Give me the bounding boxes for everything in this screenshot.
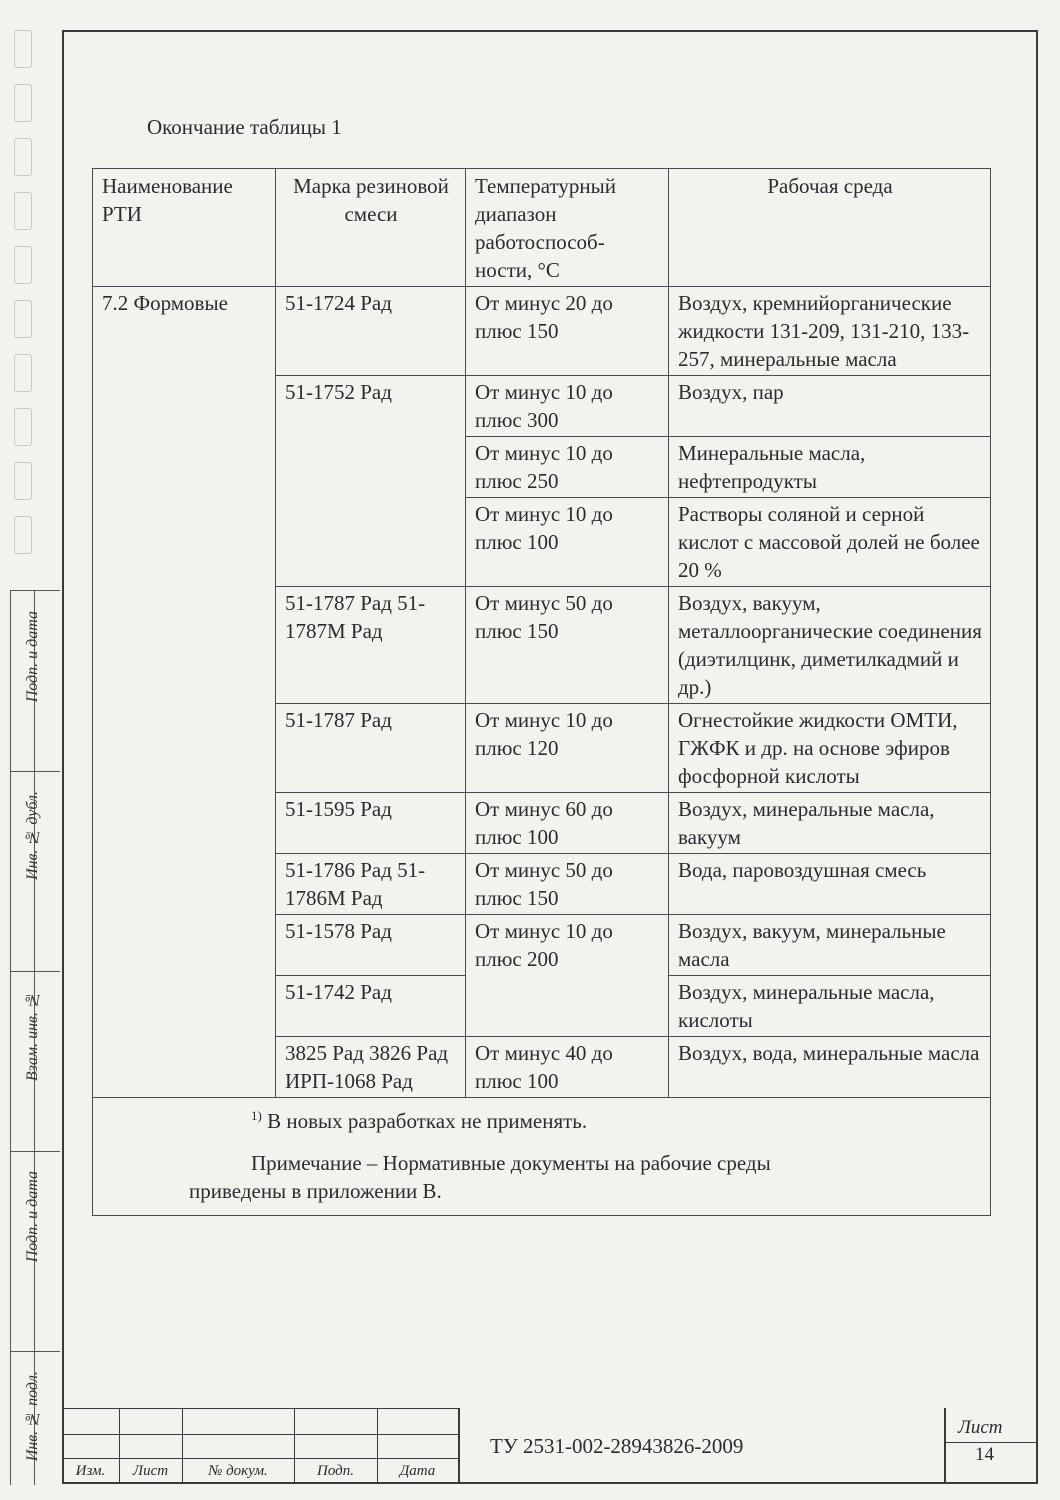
mark-cell: 51-1787 Рад	[276, 704, 466, 793]
header-temp: Температурный диапазон работоспособ-ности, °С	[466, 169, 669, 287]
mark-cell: 51-1742 Рад	[276, 976, 466, 1037]
medium-cell: Воздух, минеральные масла, вакуум	[669, 793, 991, 854]
header-mark: Марка резиновой смеси	[276, 169, 466, 287]
temp-cell: От минус 20 до плюс 150	[466, 287, 669, 376]
temp-cell: От минус 10 до плюс 200	[466, 915, 669, 1037]
temp-cell: От минус 10 до плюс 250	[466, 437, 669, 498]
mark-cell: 51-1752 Рад	[276, 376, 466, 587]
footnote-mark: 1)	[251, 1108, 262, 1123]
mark-cell: 51-1595 Рад	[276, 793, 466, 854]
medium-cell: Воздух, пар	[669, 376, 991, 437]
side-label: Инв. № дубл.	[24, 791, 41, 881]
footnote-text: В новых разработках не применять.	[267, 1109, 588, 1133]
temp-cell: От минус 60 до плюс 100	[466, 793, 669, 854]
sheet-label: Лист	[958, 1417, 1003, 1438]
note-line-2: приведены в приложении В.	[189, 1179, 442, 1203]
stamp-label-change: Изм.	[75, 1463, 106, 1479]
note-line-1: Примечание – Нормативные документы на рабочие среды	[251, 1151, 771, 1175]
document-code: ТУ 2531-002-28943826-2009	[490, 1434, 744, 1458]
table-caption: Окончание таблицы 1	[147, 115, 342, 139]
stamp-label-sign: Подп.	[317, 1463, 354, 1479]
header-medium: Рабочая среда	[669, 169, 991, 287]
temp-cell: От минус 50 до плюс 150	[466, 854, 669, 915]
mark-cell: 51-1786 Рад 51-1786М Рад	[276, 854, 466, 915]
medium-cell: Растворы соляной и серной кислот с массовой долей не более 20 %	[669, 498, 991, 587]
medium-cell: Воздух, вакуум, металлоорганические соединения (диэтилцинк, диметилкадмий и др.)	[669, 587, 991, 704]
side-stamp	[10, 590, 60, 1485]
side-label: Инв. № подл.	[24, 1371, 41, 1462]
mark-cell: 51-1724 Рад	[276, 287, 466, 376]
side-label: Подп. и дата	[24, 611, 41, 703]
medium-cell: Вода, паровоздушная смесь	[669, 854, 991, 915]
binding-holes	[14, 30, 32, 570]
mark-cell: 51-1787 Рад 51-1787М Рад	[276, 587, 466, 704]
temp-cell: От минус 10 до плюс 100	[466, 498, 669, 587]
medium-cell: Воздух, вода, минеральные масла	[669, 1037, 991, 1098]
medium-cell: Минеральные масла, нефтепродукты	[669, 437, 991, 498]
notes-cell	[93, 1098, 991, 1216]
temp-cell: От минус 40 до плюс 100	[466, 1037, 669, 1098]
temp-cell: От минус 50 до плюс 150	[466, 587, 669, 704]
notes-row	[93, 1098, 991, 1216]
table-row	[93, 287, 991, 376]
side-label: Взам. инв. №	[24, 991, 41, 1082]
stamp-label-date: Дата	[399, 1463, 436, 1479]
mark-cell: 51-1578 Рад	[276, 915, 466, 976]
medium-cell: Воздух, вакуум, минеральные масла	[669, 915, 991, 976]
temp-cell: От минус 10 до плюс 300	[466, 376, 669, 437]
table-header-row	[93, 169, 991, 287]
medium-cell: Огнестойкие жидкости ОМТИ, ГЖФК и др. на основе эфиров фосфорной кислоты	[669, 704, 991, 793]
header-product: Наименование РТИ	[93, 169, 276, 287]
product-cell: 7.2 Формовые	[93, 287, 276, 1098]
footnote	[251, 1102, 990, 1135]
stamp-label-sheet: Лист	[132, 1463, 169, 1479]
temp-cell: От минус 10 до плюс 120	[466, 704, 669, 793]
stamp-label-docnum: № докум.	[208, 1463, 268, 1479]
medium-cell: Воздух, кремнийорганические жидкости 131-209, 131-210, 133-257, минеральные масла	[669, 287, 991, 376]
mark-cell: 3825 Рад 3826 Рад ИРП-1068 Рад	[276, 1037, 466, 1098]
side-label: Подп. и дата	[24, 1171, 41, 1263]
sheet-number: 14	[975, 1444, 994, 1465]
materials-table	[92, 168, 991, 1216]
medium-cell: Воздух, минеральные масла, кислоты	[669, 976, 991, 1037]
